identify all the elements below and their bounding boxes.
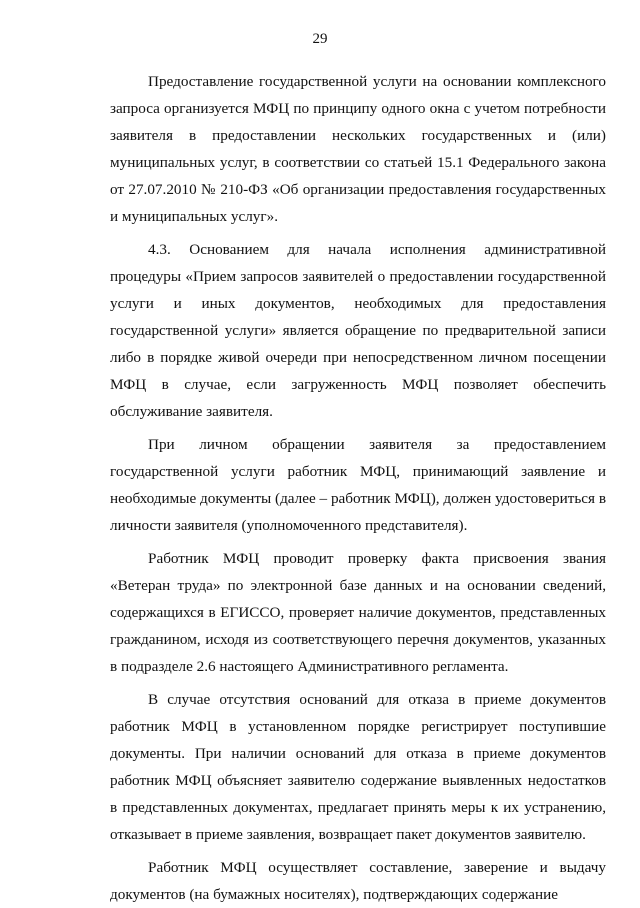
paragraph-personal-appeal: При личном обращении заявителя за предоставлением государственной услуги работник МФЦ, принимающий заявление и необходимые документы (далее – работник МФЦ), должен удостовериться в личности заявителя (уполномоченного представителя).: [110, 436, 606, 534]
paragraph-refusal-grounds: В случае отсутствия оснований для отказа в приеме документов работник МФЦ в установленном порядке регистрирует поступившие документы. При наличии оснований для отказа в приеме документов работник МФЦ объясняет заявителю содержание выявленных недостатков в представленных документах, предлагает принять меры к их устранению, отказывает в приеме заявления, возвращает пакет документов заявителю.: [110, 691, 606, 843]
paragraph-complex-request: Предоставление государственной услуги на основании комплексного запроса организуется МФЦ по принципу одного окна с учетом потребности заявителя в предоставлении нескольких государственных и (или) муниципальных услуг, в соответствии со статьей 15.1 Федерального закона от 27.07.2010 № 210-ФЗ «Об организации предоставления государственных и муниципальных услуг».: [110, 73, 606, 225]
paragraph-veteran-check: Работник МФЦ проводит проверку факта присвоения звания «Ветеран труда» по электронной базе данных и на основании сведений, содержащихся в ЕГИССО, проверяет наличие документов, представленных гражданином, исходя из соответствующего перечня документов, указанных в подразделе 2.6 настоящего Административного регламента.: [110, 550, 606, 675]
document-body: [110, 68, 606, 908]
page-number: 29: [312, 31, 328, 47]
paragraph-documents-issue: Работник МФЦ осуществляет составление, заверение и выдачу документов (на бумажных носителях), подтверждающих содержание: [110, 859, 606, 903]
paragraph-4-3-basis: 4.3. Основанием для начала исполнения административной процедуры «Прием запросов заявителей о предоставлении государственной услуги и иных документов, необходимых для предоставления государственной услуги» является обращение по предварительной записи либо в порядке живой очереди при непосредственном личном посещении МФЦ в случае, если загруженность МФЦ позволяет обеспечить обслуживание заявителя.: [110, 241, 606, 420]
